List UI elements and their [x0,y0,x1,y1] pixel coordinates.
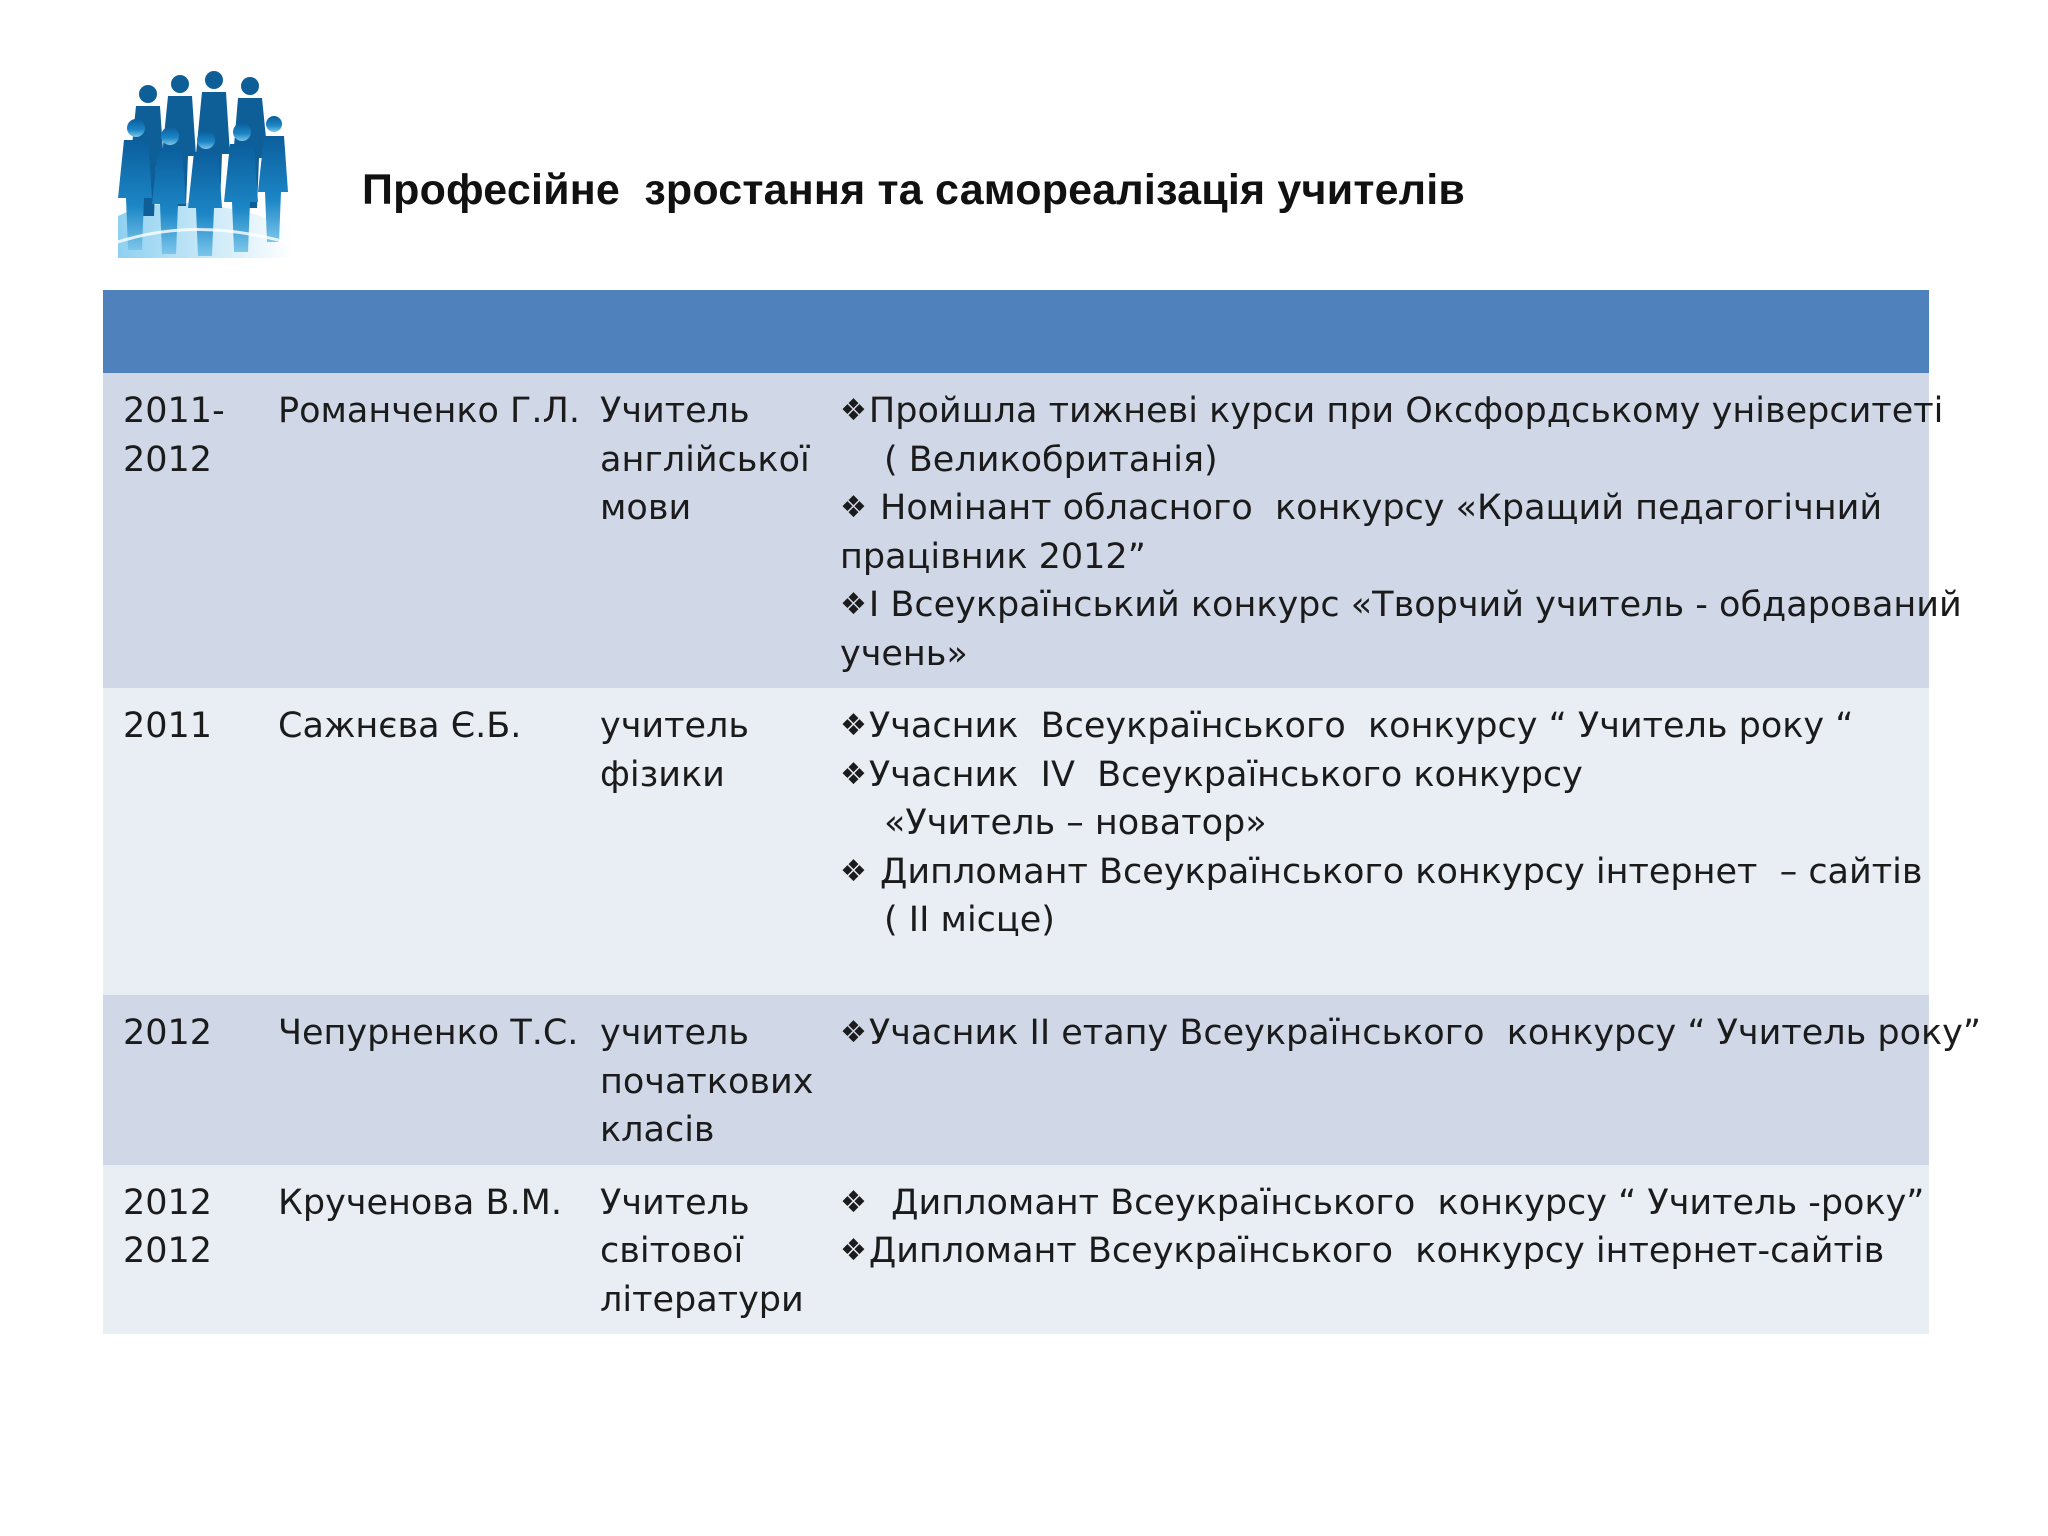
table-body [103,373,1982,1334]
achievement-line [840,1227,1909,1276]
teacher-name: Крученова В.М. [278,1182,562,1223]
year-cell [103,995,278,1165]
position-text: англійської [600,439,810,480]
position-text: класів [600,1110,715,1150]
position-cell [600,373,840,688]
achievement-text: І Всеукраїнський конкурс «Творчий учитель - обдарований [868,585,1962,625]
year-cell [103,1165,278,1335]
position-cell [600,1165,840,1335]
achievement-text: Номінант обласного конкурсу «Кращий педагогічний [868,488,1883,528]
table-header-row [103,290,1929,373]
achievement-line [840,484,1909,533]
diamond-bullet-icon: ❖ [840,587,867,622]
year-cell [103,373,278,688]
diamond-bullet-icon: ❖ [840,490,867,525]
diamond-bullet-icon: ❖ [840,853,867,889]
position-text: учитель [600,706,750,746]
year-text: 2012 [123,439,213,480]
achievement-text: Учасник IV Всеукраїнського конкурсу [868,754,1583,795]
position-text: світової [600,1231,744,1271]
achievement-text: Дипломант Всеукраїнського конкурсу інтернет-сайтів [868,1231,1885,1271]
table-row [103,995,1929,1165]
table-row [103,373,1929,688]
table-row [103,1165,1929,1335]
year-text: 2012 [123,1182,213,1223]
diamond-bullet-icon: ❖ [840,708,867,743]
achievement-text: Учасник Всеукраїнського конкурсу “ Учитель року “ [868,706,1854,746]
achievements-cell [840,373,1962,688]
page-title: Професійне зростання та самореалізація учителів [362,166,1465,214]
achievement-text: Учасник ІІ етапу Всеукраїнського конкурсу “ Учитель року” [868,1013,1982,1053]
diamond-bullet-icon: ❖ [840,1015,867,1050]
achievement-text: «Учитель – новатор» [884,803,1267,843]
teacher-name-cell [278,995,600,1165]
diamond-bullet-icon: ❖ [840,393,867,428]
achievement-line [840,799,1909,848]
position-cell [600,995,840,1165]
achievement-text: Дипломант Всеукраїнського конкурсу “ Учитель -року” [868,1182,1925,1223]
achievement-line [840,1179,1925,1228]
position-text: початкових [600,1061,814,1102]
achievement-text: Дипломант Всеукраїнського конкурсу інтернет – сайтів [868,851,1923,892]
achievement-text: учень» [840,633,968,674]
year-text: 2012 [123,1013,213,1053]
achievement-line [840,896,1909,945]
header-cell [278,290,600,373]
year-text: 2011- [123,391,225,431]
achievement-text: ( Великобританія) [884,439,1218,480]
people-group-icon [118,66,292,258]
year-cell [103,688,278,995]
achievement-line [840,533,1909,582]
position-text: мови [600,488,692,528]
achievement-line [840,702,1909,751]
achievement-line [840,751,1909,800]
header-cell [103,290,278,373]
year-text: 2011 [123,706,213,746]
achievement-line [840,630,1909,679]
header-cell [840,290,1929,373]
year-text: 2012 [123,1231,213,1271]
diamond-bullet-icon: ❖ [840,756,867,792]
achievement-line [840,387,1944,436]
achievements-table [103,290,1982,1334]
achievement-line [840,1009,1982,1058]
achievements-table-container [103,290,1982,1334]
teacher-name: Сажнєва Є.Б. [278,706,522,746]
position-cell [600,688,840,995]
position-text: фізики [600,754,725,795]
achievements-cell [840,688,1929,995]
achievement-line [840,848,1923,897]
diamond-bullet-icon: ❖ [840,1233,867,1268]
teacher-name-cell [278,688,600,995]
header-cell [600,290,840,373]
table-row [103,688,1929,995]
teacher-name: Чепурненко Т.С. [278,1013,579,1053]
teacher-name: Романченко Г.Л. [278,391,580,431]
position-text: учитель [600,1013,750,1053]
achievement-text: ( ІІ місце) [884,900,1055,940]
achievements-cell [840,995,1982,1165]
diamond-bullet-icon: ❖ [840,1184,867,1220]
achievement-line [840,436,1909,485]
achievement-text: працівник 2012” [840,536,1146,577]
position-text: Учитель [600,1182,750,1223]
achievement-text: Пройшла тижневі курси при Оксфордському університеті [868,391,1944,431]
achievement-line [840,581,1962,630]
teacher-name-cell [278,373,600,688]
position-text: Учитель [600,391,750,431]
teacher-name-cell [278,1165,600,1335]
position-text: літератури [600,1279,804,1320]
achievements-cell [840,1165,1929,1335]
